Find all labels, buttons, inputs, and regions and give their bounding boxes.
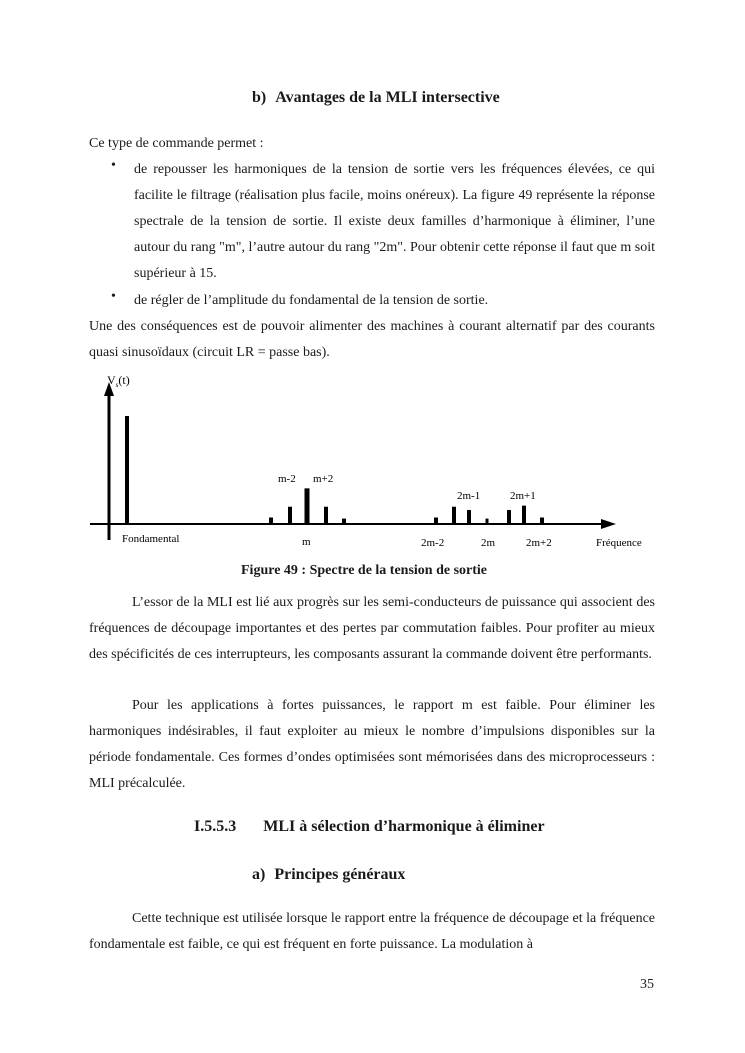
spectrum-bar-m [305,488,310,524]
bullet-dot: • [111,289,116,304]
spectrum-bar-2m-1 [452,507,456,524]
tick-label-m: m [302,536,311,548]
spectrum-bar-m-4 [269,518,273,524]
paragraph-3: Cette technique est utilisée lorsque le rapport entre la fréquence de découpage et la fréquence fondamentale est faible, ce qui est fréquent en forte puissance. La modulation à [89,911,655,952]
paragraph-2: Pour les applications à fortes puissances, le rapport m est faible. Pour éliminer les harmoniques indésirables, il faut exploiter au mieux le nombre d’impulsions disponibles sur la période fondamentale. Ces formes d’ondes optimisées sont mémorisées dans des microprocesseurs : MLI précalculée. [89,698,655,791]
y-axis-label: $V_s(t)$ [107,373,130,389]
spectrum-bar-2m [486,519,489,524]
section-title: MLI à sélection d’harmonique à éliminer [263,818,545,835]
x-axis-label: Fréquence [596,537,642,549]
intro-text: Ce type de commande permet : [89,136,264,151]
tick-label-fondamental: Fondamental [122,533,180,545]
section-number: I.5.5.3 [194,818,237,835]
tick-label-m-2: m-2 [278,473,296,485]
bars-group [125,416,544,524]
section-heading-153 [194,818,545,836]
spectrum-bar-m+4 [342,519,346,524]
page-number: 35 [640,977,654,992]
spectrum-bar-2m+1 [467,510,471,524]
spectrum-bar-m+2 [324,507,328,524]
spectrum-bar-2m+3 [522,506,526,524]
section-heading-a [252,866,405,884]
spectrum-bar-m-2 [288,507,292,524]
paragraph-1: L’essor de la MLI est lié aux progrès sur les semi-conducteurs de puissance qui associent des fréquences de découpage importantes et des pertes par commutation faibles. Pour profiter au mieux des spécificités de ces interrupteurs, les composants assurant la commande doivent être performants. [89,595,655,662]
tick-label-2m-1: 2m-1 [457,490,481,502]
tick-label-2m+2: 2m+2 [526,537,552,549]
bullet-dot: • [111,158,116,173]
spectrum-bar-2m+5 [540,518,544,524]
consequence-paragraph: Une des conséquences est de pouvoir alimenter des machines à courant alternatif par des courants quasi sinusoïdaux (circuit LR = passe bas). [89,319,655,360]
spectrum-chart [0,360,745,560]
section-heading-b [252,89,500,107]
section-title: Principes généraux [274,866,406,883]
spectrum-bar-2m+1 [507,510,511,524]
x-axis-arrow [601,519,616,529]
section-letter: b) [252,89,267,106]
bullet-item-2: de régler de l’amplitude du fondamental de la tension de sortie. [134,293,489,308]
tick-label-m+2: m+2 [313,473,334,485]
tick-label-2m: 2m [481,537,496,549]
spectrum-bar-2m-3 [434,518,438,524]
bullet-item-1: de repousser les harmoniques de la tension de sortie vers les fréquences élevées, ce qui facilite le filtrage (réalisation plus facile, moins onéreux). La figure 49 représente la réponse spectrale de la tension de sortie. Il existe deux familles d’harmonique à éliminer, l’une autour du rang "m", l’autre autour du rang "2m". Pour obtenir cette réponse il faut que m soit supérieur à 15. [134,162,655,281]
tick-label-2m+1: 2m+1 [510,490,536,502]
section-letter: a) [252,866,266,883]
section-title: Avantages de la MLI intersective [275,89,500,106]
figure-caption: Figure 49 : Spectre de la tension de sortie [241,563,488,578]
spectrum-bar-fondamental [125,416,129,524]
tick-label-2m-2: 2m-2 [421,537,445,549]
